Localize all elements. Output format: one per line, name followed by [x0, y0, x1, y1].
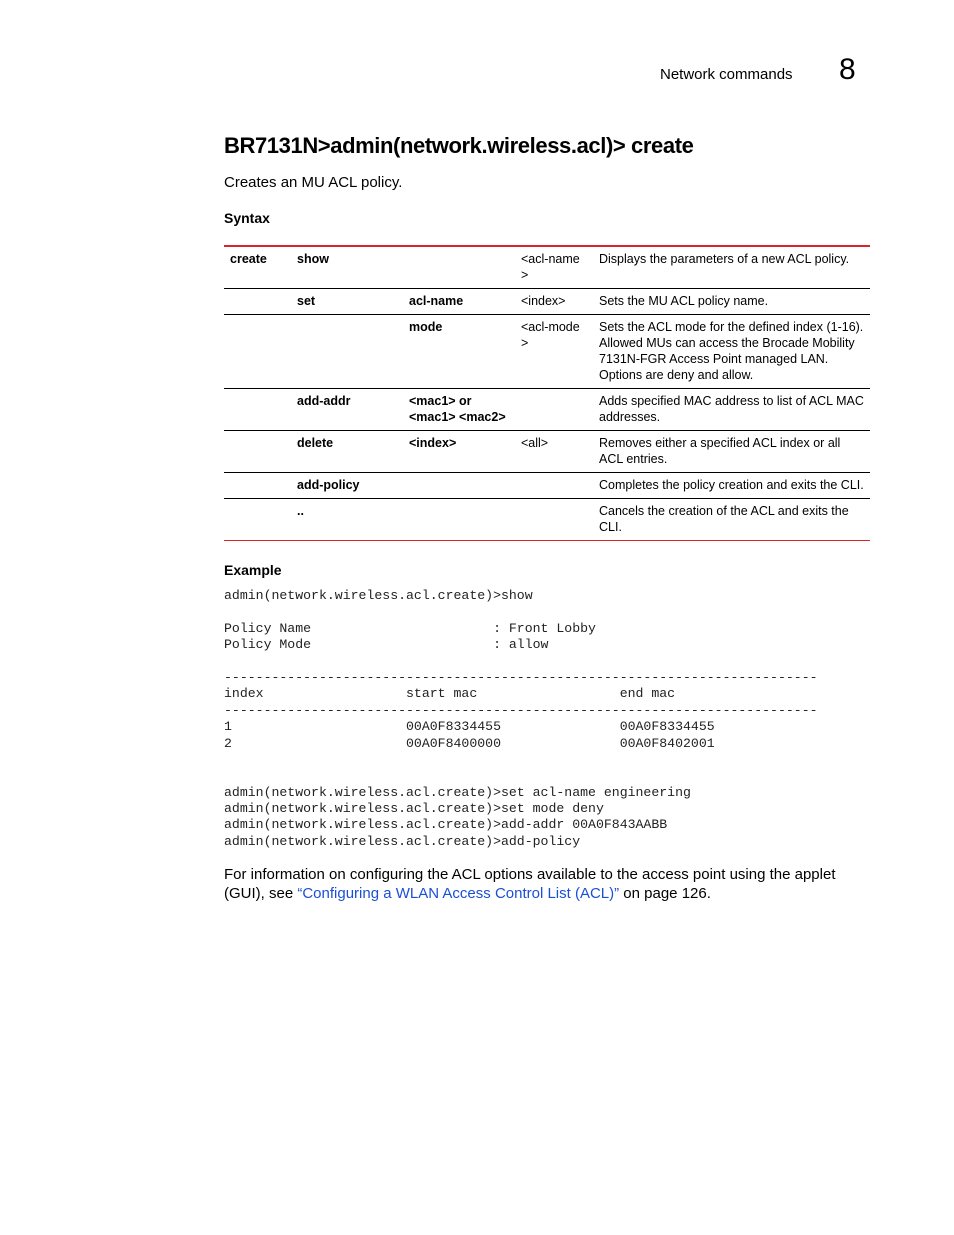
code-line: admin(network.wireless.acl.create)>show	[224, 588, 533, 603]
reference-paragraph	[224, 865, 874, 903]
syntax-cell-c5: Cancels the creation of the ACL and exits the CLI.	[593, 499, 870, 541]
syntax-cell-c3: mode	[403, 315, 515, 389]
chapter-number: 8	[839, 53, 856, 86]
code-line: index start mac end mac	[224, 686, 676, 702]
syntax-cell-c4: <index>	[515, 289, 593, 315]
syntax-row	[224, 315, 870, 389]
syntax-cell-c4	[515, 389, 593, 431]
syntax-cell-c3	[403, 499, 515, 541]
code-line: admin(network.wireless.acl.create)>set acl-name engineering	[224, 784, 691, 800]
running-header: Network commands	[660, 66, 793, 83]
code-line	[224, 768, 818, 784]
syntax-cell-c2	[291, 315, 403, 389]
code-line	[224, 604, 818, 620]
syntax-row	[224, 499, 870, 541]
syntax-cell-c1: create	[224, 246, 291, 289]
syntax-cell-c4	[515, 473, 593, 499]
syntax-cell-c4: <acl-mode >	[515, 315, 593, 389]
syntax-cell-c2: add-policy	[291, 473, 403, 499]
code-line: 2 00A0F8400000 00A0F8402001	[224, 735, 715, 751]
syntax-cell-c5: Removes either a specified ACL index or all ACL entries.	[593, 431, 870, 473]
syntax-cell-c2: set	[291, 289, 403, 315]
syntax-cell-c2: delete	[291, 431, 403, 473]
example-code-block	[224, 588, 818, 850]
syntax-cell-c3: <mac1> or <mac1> <mac2>	[403, 389, 515, 431]
code-line: admin(network.wireless.acl.create)>set mode deny	[224, 801, 604, 817]
syntax-row	[224, 473, 870, 499]
syntax-cell-c1	[224, 389, 291, 431]
code-line: ---------------------------------------------------------------------------	[224, 669, 818, 685]
syntax-cell-c4: <all>	[515, 431, 593, 473]
syntax-cell-c5: Completes the policy creation and exits the CLI.	[593, 473, 870, 499]
syntax-cell-c1	[224, 315, 291, 389]
syntax-row	[224, 431, 870, 473]
syntax-cell-c4: <acl-name >	[515, 246, 593, 289]
code-line: Policy Mode : allow	[224, 637, 549, 653]
page-title: BR7131N>admin(network.wireless.acl)> create	[224, 133, 694, 158]
syntax-cell-c2: show	[291, 246, 403, 289]
syntax-cell-c3	[403, 246, 515, 289]
code-line: ---------------------------------------------------------------------------	[224, 702, 818, 718]
syntax-row	[224, 389, 870, 431]
example-heading: Example	[224, 562, 282, 578]
code-line	[224, 654, 818, 670]
syntax-table	[224, 245, 870, 541]
syntax-cell-c3	[403, 473, 515, 499]
syntax-cell-c1	[224, 473, 291, 499]
code-line: Policy Name : Front Lobby	[224, 620, 596, 636]
syntax-heading: Syntax	[224, 210, 270, 226]
syntax-cell-c5: Adds specified MAC address to list of ACL MAC addresses.	[593, 389, 870, 431]
syntax-cell-c1	[224, 499, 291, 541]
syntax-cell-c1	[224, 431, 291, 473]
intro-text: Creates an MU ACL policy.	[224, 174, 403, 191]
code-line: admin(network.wireless.acl.create)>add-policy	[224, 833, 581, 849]
syntax-cell-c1	[224, 289, 291, 315]
syntax-cell-c4	[515, 499, 593, 541]
code-line: 1 00A0F8334455 00A0F8334455	[224, 719, 715, 735]
syntax-row	[224, 246, 870, 289]
syntax-cell-c5: Displays the parameters of a new ACL policy.	[593, 246, 870, 289]
syntax-row	[224, 289, 870, 315]
syntax-cell-c2: ..	[291, 499, 403, 541]
syntax-cell-c3: <index>	[403, 431, 515, 473]
syntax-cell-c5: Sets the ACL mode for the defined index (1-16). Allowed MUs can access the Brocade Mobility 7131N-FGR Access Point managed LAN. Options are deny and allow.	[593, 315, 870, 389]
reference-text-before: For information on configuring the ACL options available to the access point using the applet (GUI), see	[224, 866, 836, 902]
syntax-cell-c3: acl-name	[403, 289, 515, 315]
reference-link[interactable]: “Configuring a WLAN Access Control List (ACL)”	[297, 885, 620, 902]
reference-text-after: on page 126.	[619, 885, 711, 902]
code-line: admin(network.wireless.acl.create)>add-addr 00A0F843AABB	[224, 817, 668, 833]
syntax-cell-c5: Sets the MU ACL policy name.	[593, 289, 870, 315]
code-line	[224, 752, 818, 768]
syntax-cell-c2: add-addr	[291, 389, 403, 431]
